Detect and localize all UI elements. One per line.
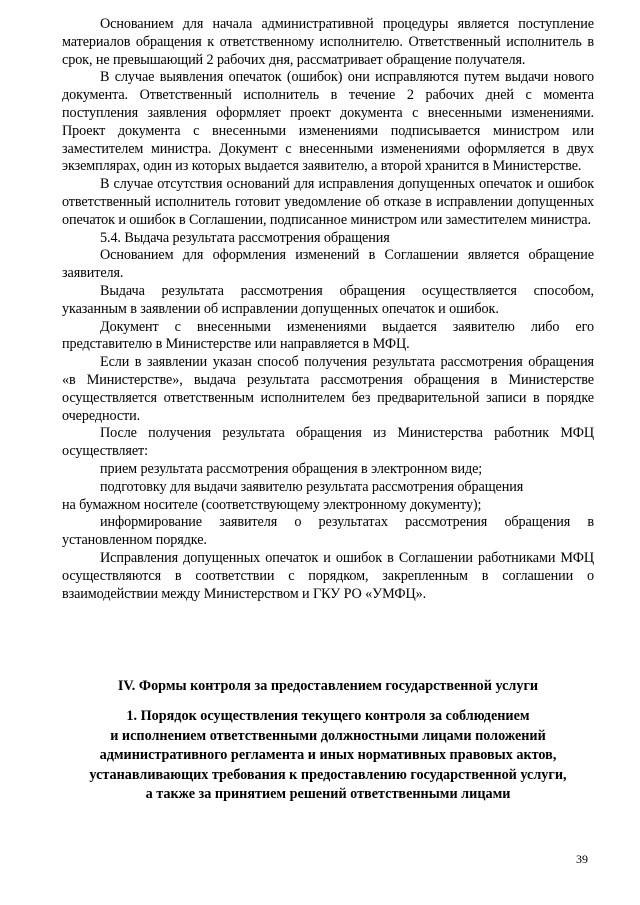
paragraph-procedure-basis: Основанием для начала административной процедуры является поступление материалов обращения к ответственному исполнителю. Ответственный исполнитель в срок, не превышающий 2 рабочих дня, рассматривает обращение получателя. [62,16,594,68]
page-number: 39 [576,852,588,866]
paragraph-document-issue: Документ с внесенными изменениями выдается заявителю либо его представителю в Министерстве или направляется в МФЦ. [62,318,594,353]
subsection-title-line: 1. Порядок осуществления текущего контроля за соблюдением [126,708,530,724]
list-item-preparation: подготовку для выдачи заявителю результата рассмотрения обращения [100,478,524,495]
paragraph-typo-correction: В случае выявления опечаток (ошибок) они исправляются путем выдачи нового документа. Ответственный исполнитель в течение 2 рабочих дней с момента поступления заявления оформляет проект документа с внесенными изменениями. Проект документа с внесенными изменениями подписывается министром или заместителем министра. Документ с внесенными изменениями оформляется в двух экземплярах, один из которых выдается заявителю, а второй хранится в Министерстве. [62,69,594,175]
document-body [62,16,594,603]
subsection-title-line: а также за принятием решений ответственными лицами [145,786,511,803]
list-item-paper-medium: на бумажном носителе (соответствующему электронному документу); [62,496,482,513]
paragraph-mfc-corrections: Исправления допущенных опечаток и ошибок в Соглашении работниками МФЦ осуществляются в соответствии с порядком, закрепленным в соглашении о взаимодействии между Министерством и ГКУ РО «УМФЦ». [62,549,594,602]
subsection-heading-5-4: 5.4. Выдача результата рассмотрения обращения [100,229,390,246]
paragraph-change-basis: Основанием для оформления изменений в Соглашении является обращение заявителя. [62,247,594,282]
paragraph-refusal-notice: В случае отсутствия оснований для исправления допущенных опечаток и ошибок ответственный исполнитель готовит уведомление об отказе в исправлении допущенных опечаток и ошибок в Соглашении, подписанное министром или заместителем министра. [62,176,594,228]
list-item-informing: информирование заявителя о результатах рассмотрения обращения в установленном порядке. [62,514,594,549]
subsection-title-line: административного регламента и иных нормативных правовых актов, [99,747,557,764]
subsection-title [62,707,594,805]
paragraph-mfc-actions: После получения результата обращения из Министерства работник МФЦ осуществляет: [62,425,594,460]
section-title: IV. Формы контроля за предоставлением государственной услуги [117,678,539,694]
subsection-title-line: устанавливающих требования к предоставлению государственной услуги, [89,766,567,783]
paragraph-ministry-issue: Если в заявлении указан способ получения результата рассмотрения обращения «в Министерстве», выдача результата рассмотрения обращения в Министерстве осуществляется ответственным исполнителем без предварительной записи в порядке очередности. [62,354,594,424]
paragraph-delivery-method: Выдача результата рассмотрения обращения осуществляется способом, указанным в заявлении об исправлении допущенных опечаток и ошибок. [62,282,594,317]
list-item-electronic-receipt: прием результата рассмотрения обращения в электронном виде; [100,460,483,477]
subsection-title-line: и исполнением ответственными должностными лицами положений [110,727,546,744]
